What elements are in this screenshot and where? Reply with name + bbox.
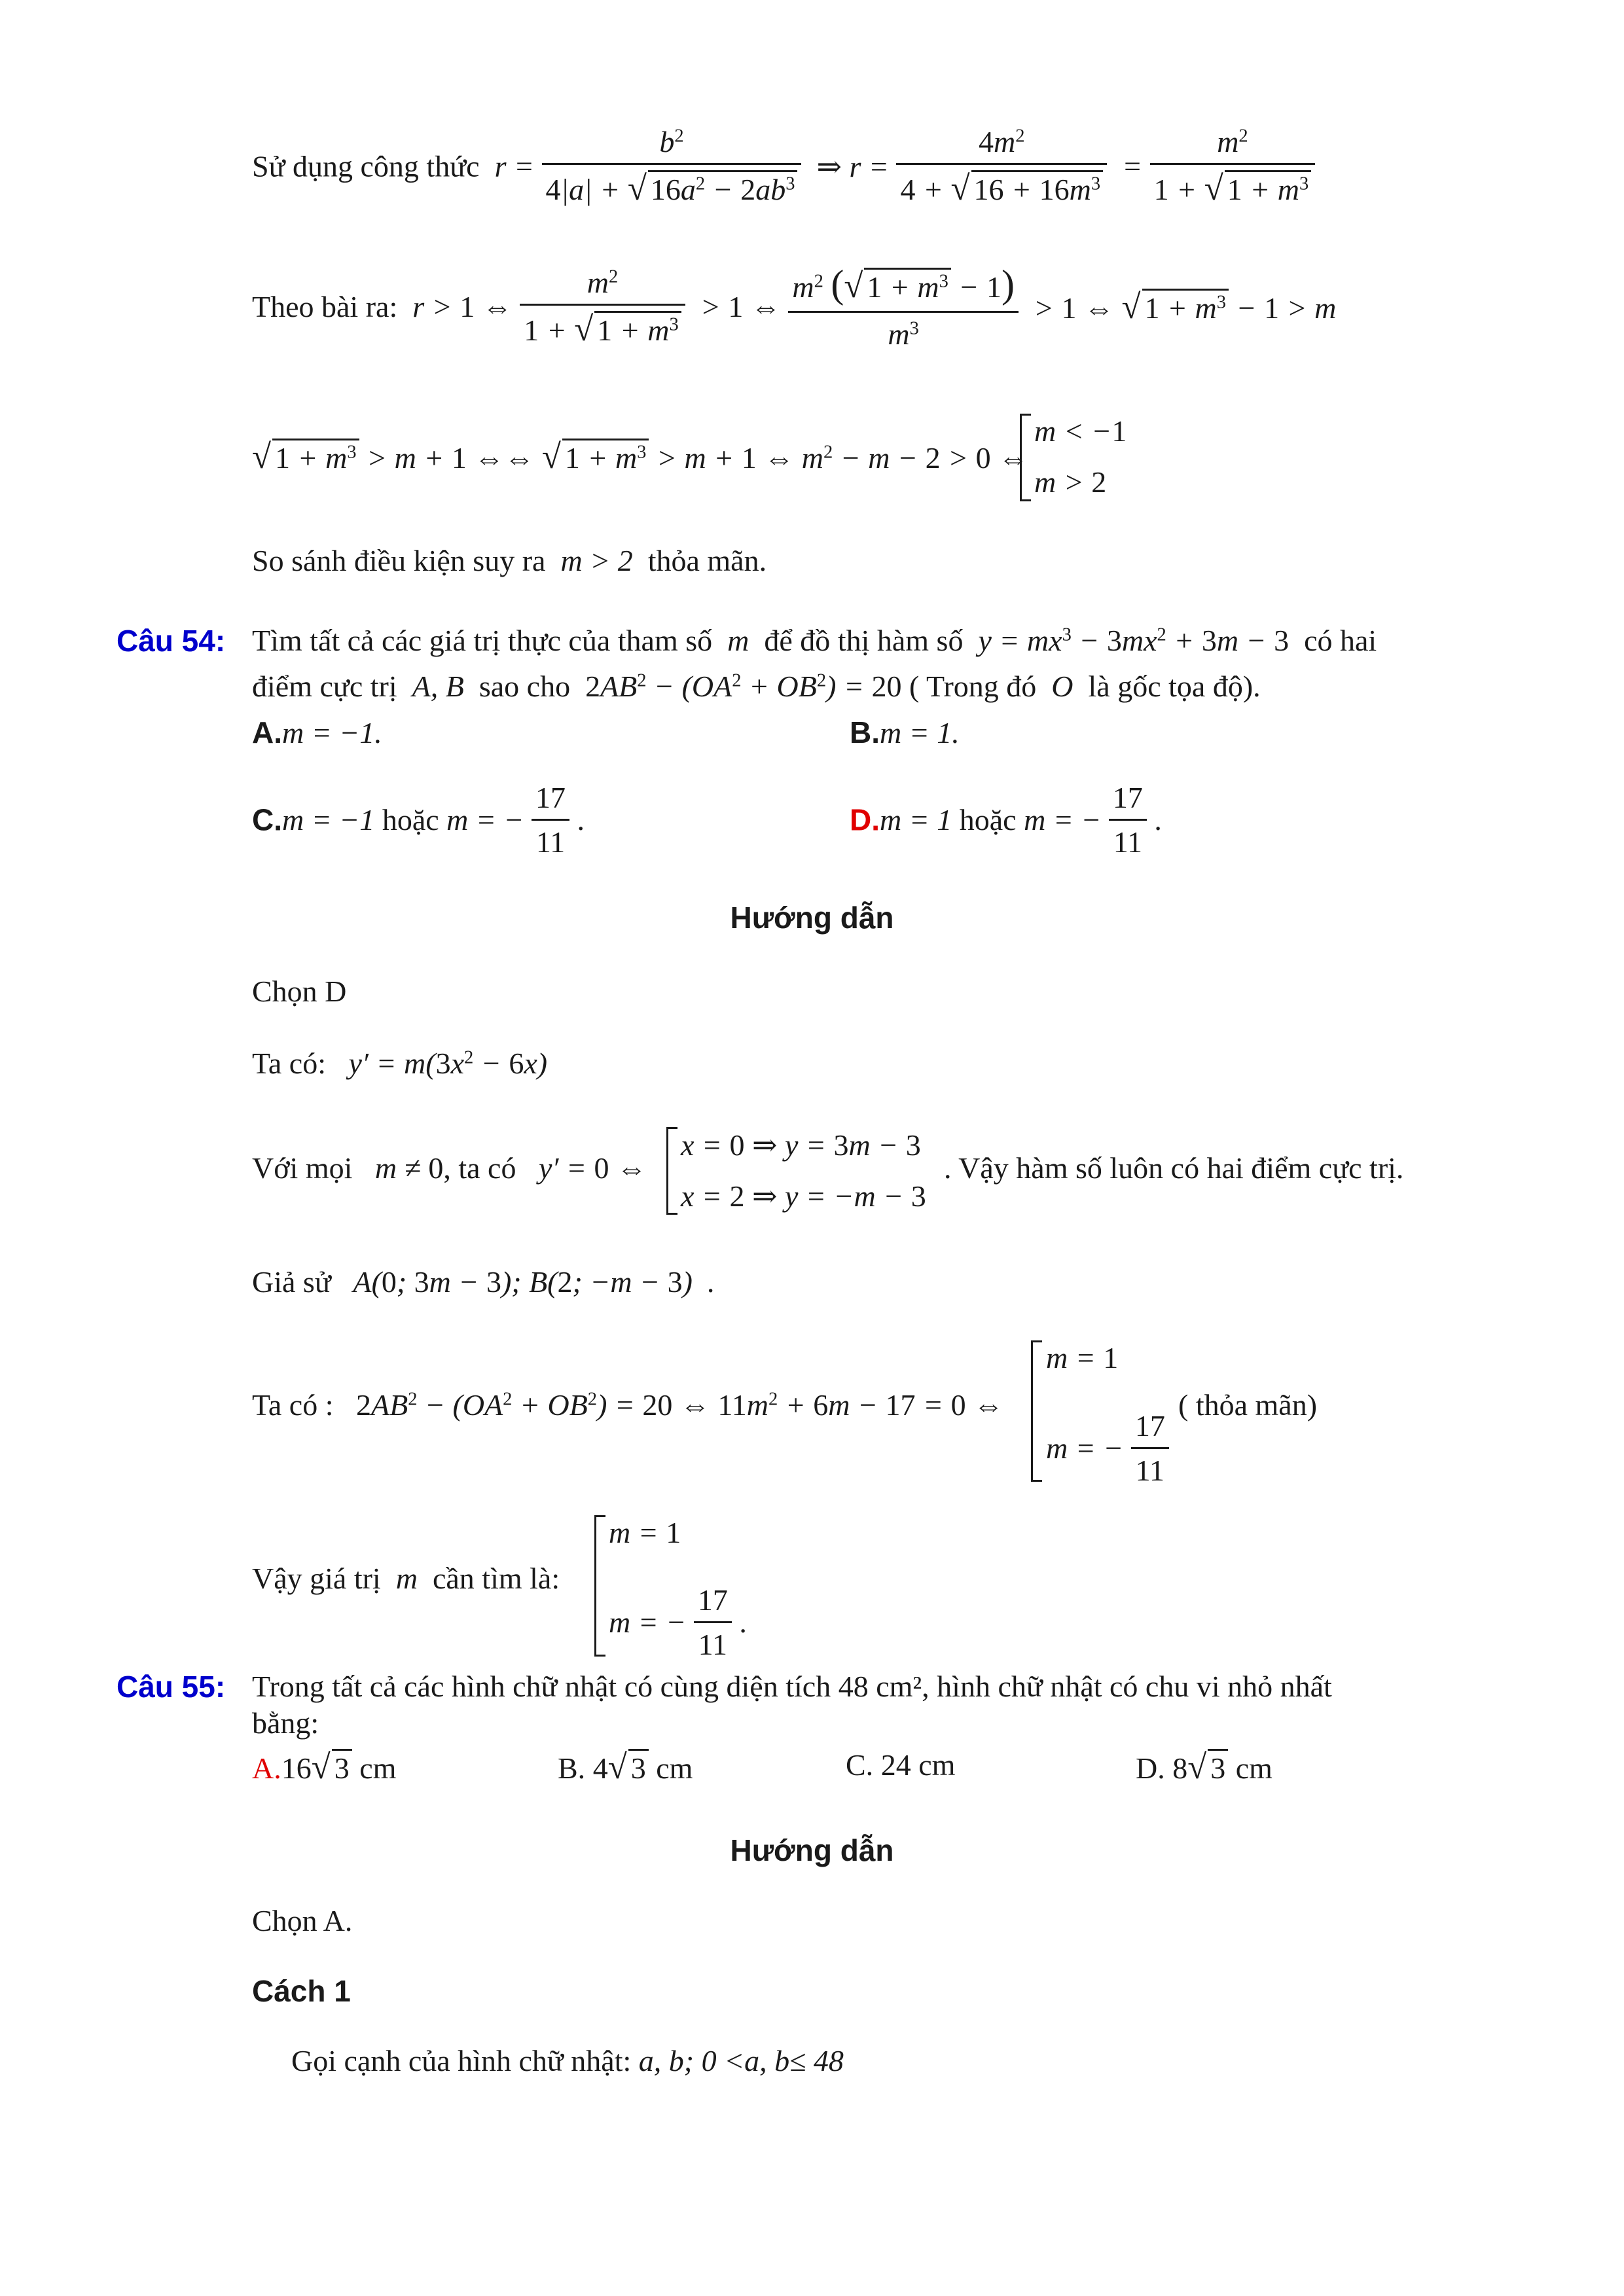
fraction-17-11: $\frac{17}{11}$ bbox=[1131, 1408, 1169, 1488]
q54-guide-title: Hướng dẫn bbox=[730, 901, 894, 935]
bracket-solution bbox=[1020, 414, 1031, 501]
question-55-label: Câu 55: bbox=[117, 1670, 226, 1704]
q54-derivative: Ta có: $y' = m(3x^2 - 6x)$ bbox=[252, 1047, 548, 1080]
bracket-final bbox=[594, 1515, 605, 1657]
q54-equation: Ta có : $2AB^2 - (OA^2 + OB^2) = 20$ ⇔ $11m^2 + 6m - 17 = 0$ ⇔ bbox=[252, 1388, 1004, 1422]
q54-option-a[interactable]: A.m = −1. bbox=[252, 715, 382, 749]
fraction-condition-2: $\frac{m^2 (√ 1 + m^3 - 1)}{m^3}$ bbox=[788, 262, 1019, 351]
inequality-line: √ $1 + m^3 > m + 1$ ⇔⇔ √ $1 + m^3 > m + 1$ ⇔ $m^2 - m - 2 > 0$ ⇔ bbox=[252, 438, 1029, 476]
fraction-17-11: $\frac{17}{11}$ bbox=[532, 780, 569, 859]
q54-satisfied: ( thỏa mãn) bbox=[1178, 1388, 1318, 1422]
condition-line: Theo bài ra: r > 1 ⇔ $\frac{m^2}{1 + √ 1 + m^3}$ > 1 ⇔ $\frac{m^2 (√ 1 + m^3 - 1)}{m^3}$ > 1 ⇔ √ $1 + m^3 - 1 > m$ bbox=[252, 262, 1337, 351]
q54-critical-points: Với mọi m ≠ 0, ta có y′ = 0 ⇔ bbox=[252, 1151, 647, 1185]
q55-option-b[interactable]: B. 4√ 3 cm bbox=[558, 1748, 693, 1786]
q55-option-c[interactable]: C. 24 cm bbox=[846, 1748, 956, 1782]
formula-line: Sử dụng công thức r = $\frac{b^2}{4|a| + √ 16a^2 - 2ab^3}$ ⇒ r = $\frac{4m^2}{4 + √ 16 + 16m^3}$ = $\frac{m^2}{1 + √ 1 + m^3}$ bbox=[252, 124, 1315, 208]
fraction-r-simplified: $\frac{m^2}{1 + √ 1 + m^3}$ bbox=[1150, 124, 1316, 208]
q55-option-a[interactable]: A.16√ 3 cm bbox=[252, 1748, 397, 1786]
q55-sides: Gọi cạnh của hình chữ nhật: a, b; 0 <a, b≤ 48 bbox=[291, 2044, 844, 2077]
question-54-label: Câu 54: bbox=[117, 624, 226, 658]
q54-option-b[interactable]: B.m = 1. bbox=[850, 715, 960, 749]
q54-choose: Chọn D bbox=[252, 975, 347, 1008]
fraction-17-11: $\frac{17}{11}$ bbox=[694, 1583, 732, 1662]
q55-choose: Chọn A. bbox=[252, 1904, 353, 1937]
q55-method: Cách 1 bbox=[252, 1974, 351, 2008]
q54-final: Vậy giá trị m cần tìm là: bbox=[252, 1562, 560, 1595]
fraction-17-11: $\frac{17}{11}$ bbox=[1109, 780, 1147, 859]
q54-option-d[interactable]: D.m = 1 hoặc m = − $\frac{17}{11}$ . bbox=[850, 781, 1162, 859]
q54-suppose: Giả sử A(0; 3m − 3); B(2; −m − 3) . bbox=[252, 1265, 715, 1299]
q54-conclusion-text: . Vậy hàm số luôn có hai điểm cực trị. bbox=[944, 1151, 1404, 1185]
question-54-text-line2: điểm cực trị A, B sao cho $2AB^2 - (OA^2 + OB^2) = 20$ ( Trong đó O là gốc tọa độ). bbox=[252, 670, 1261, 703]
bracket-critical bbox=[666, 1127, 677, 1215]
by-problem-text: Theo bài ra: bbox=[252, 290, 398, 323]
q55-option-d[interactable]: D. 8√ 3 cm bbox=[1136, 1748, 1272, 1786]
question-55-text-line2: bằng: bbox=[252, 1706, 319, 1740]
question-55-text-line1: Trong tất cả các hình chữ nhật có cùng diện tích 48 cm², hình chữ nhật có chu vi nhỏ nhất bbox=[252, 1670, 1332, 1703]
fraction-r-general: $\frac{b^2}{4|a| + √ 16a^2 - 2ab^3}$ bbox=[542, 124, 802, 208]
q54-option-c[interactable]: C.m = −1 hoặc m = − $\frac{17}{11}$ . bbox=[252, 781, 585, 859]
bracket-roots bbox=[1031, 1340, 1042, 1482]
formula-intro: Sử dụng công thức bbox=[252, 149, 480, 183]
fraction-r-m: $\frac{4m^2}{4 + √ 16 + 16m^3}$ bbox=[896, 124, 1107, 208]
q55-guide-title: Hướng dẫn bbox=[730, 1833, 894, 1867]
compare-line: So sánh điều kiện suy ra m > 2 thỏa mãn. bbox=[252, 544, 767, 577]
question-54-text-line1: Tìm tất cả các giá trị thực của tham số m để đồ thị hàm số $y = mx^3 - 3mx^2 + 3m - 3$ có hai bbox=[252, 624, 1377, 657]
fraction-condition-1: $\frac{m^2}{1 + √ 1 + m^3}$ bbox=[520, 265, 685, 349]
